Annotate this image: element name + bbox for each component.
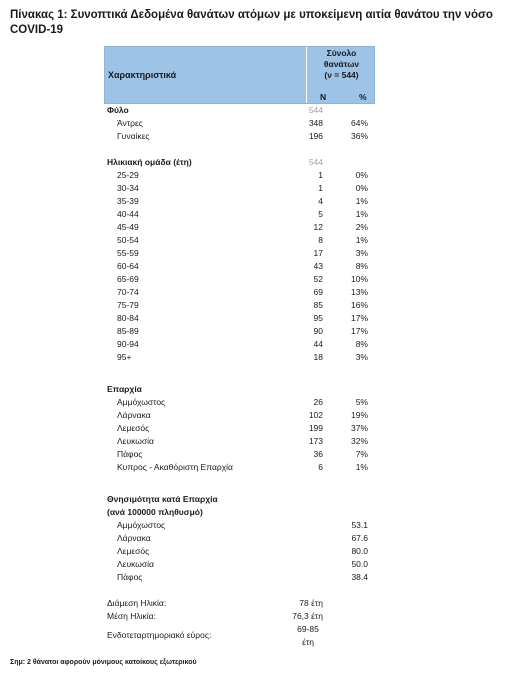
table-row-label: Αμμόχωστος xyxy=(117,397,166,407)
median-age-row-label: Διάμεση Ηλικία: xyxy=(107,598,167,608)
table-row-label: 85-89 xyxy=(117,326,139,336)
table-row-pct: 64% xyxy=(350,118,368,128)
table-row xyxy=(104,208,375,221)
table-row-pct: 37% xyxy=(350,423,368,433)
table-row-label: 90-94 xyxy=(117,339,139,349)
table-row-label: Λευκωσία xyxy=(117,436,154,446)
table-row xyxy=(104,195,375,208)
header-total-line3: (ν = 544) xyxy=(324,70,359,80)
table-row-label: Άντρες xyxy=(117,118,143,128)
table-row xyxy=(104,396,375,409)
table-row-n: 44 xyxy=(313,339,323,349)
table-row-label: 80-84 xyxy=(117,313,139,323)
table-row xyxy=(104,545,375,558)
mean-age-row-label: Μέση Ηλικία: xyxy=(107,611,156,621)
iqr-value-line2: έτη xyxy=(302,637,314,647)
table-row-label: Πάφος xyxy=(117,449,143,459)
iqr-row xyxy=(104,623,375,649)
table-row-n: 6 xyxy=(318,462,323,472)
table-row-pct: 17% xyxy=(350,326,368,336)
section-mortality xyxy=(104,493,375,519)
table-row-n: 36 xyxy=(313,449,323,459)
table-row-label: Λάρνακα xyxy=(117,410,151,420)
table-row xyxy=(104,532,375,545)
table-row xyxy=(104,435,375,448)
table-row xyxy=(104,422,375,435)
table-row-n: 1 xyxy=(318,183,323,193)
table-row xyxy=(104,234,375,247)
table-row-pct: 19% xyxy=(350,410,368,420)
table-row-pct: 36% xyxy=(350,131,368,141)
table-row-label: Λεμεσός xyxy=(117,423,150,433)
table-row xyxy=(104,117,375,130)
table-row-label: Αμμόχωστος xyxy=(117,520,166,530)
table-row-pct: 16% xyxy=(350,300,368,310)
table-row-n: 18 xyxy=(313,352,323,362)
table-row-pct: 8% xyxy=(355,339,368,349)
table-row-label: 45-49 xyxy=(117,222,139,232)
table-row-label: Πάφος xyxy=(117,572,143,582)
table-row-label: 50-54 xyxy=(117,235,139,245)
table-row xyxy=(104,130,375,143)
table-row xyxy=(104,286,375,299)
table-row xyxy=(104,351,375,364)
table-row-label: 40-44 xyxy=(117,209,139,219)
table-row-n: 26 xyxy=(313,397,323,407)
table-row-pct: 53.1 xyxy=(351,520,368,530)
table-row-pct: 38.4 xyxy=(351,572,368,582)
median-age-row xyxy=(104,597,375,610)
iqr-value xyxy=(293,623,323,649)
table-row-pct: 1% xyxy=(355,462,368,472)
table-row xyxy=(104,409,375,422)
table-row-label: Λευκωσία xyxy=(117,559,154,569)
table-header xyxy=(104,46,375,104)
section-age-group-n: 544 xyxy=(308,157,323,167)
table-row-pct: 0% xyxy=(355,183,368,193)
table-row-pct: 3% xyxy=(355,248,368,258)
iqr-value-line1: 69-85 xyxy=(297,624,319,634)
table-row-n: 348 xyxy=(308,118,323,128)
table-row-n: 5 xyxy=(318,209,323,219)
table-row-pct: 17% xyxy=(350,313,368,323)
table-row-label: Κυπρος - Ακαθόριστη Επαρχία xyxy=(117,462,233,472)
header-characteristics: Χαρακτηριστικά xyxy=(108,70,177,80)
table-row xyxy=(104,169,375,182)
table-row-label: 95+ xyxy=(117,352,132,362)
header-total-column xyxy=(306,47,376,103)
section-sex-label: Φύλο xyxy=(107,105,129,115)
section-age-group xyxy=(104,156,375,169)
mortality-label-line1: Θνησιμότητα κατά Επαρχία xyxy=(107,494,218,504)
table-row-pct: 32% xyxy=(350,436,368,446)
table-row-pct: 1% xyxy=(355,209,368,219)
table-row xyxy=(104,448,375,461)
table-row-pct: 8% xyxy=(355,261,368,271)
table-row-pct: 80.0 xyxy=(351,546,368,556)
table-row-label: 55-59 xyxy=(117,248,139,258)
table-row xyxy=(104,325,375,338)
table-title: Πίνακας 1: Συνοπτικά Δεδομένα θανάτων ατόμων με υποκείμενη αιτία θανάτου την νόσο COVID-19 xyxy=(10,9,493,36)
table-row-n: 8 xyxy=(318,235,323,245)
section-district-label: Επαρχία xyxy=(107,384,142,394)
median-age-row-n: 78 έτη xyxy=(299,598,323,608)
header-n: N xyxy=(320,92,327,102)
table-row-pct: 10% xyxy=(350,274,368,284)
table-row-n: 43 xyxy=(313,261,323,271)
table-row-n: 90 xyxy=(313,326,323,336)
table-row-pct: 50.0 xyxy=(351,559,368,569)
table-row-n: 102 xyxy=(308,410,323,420)
table-row xyxy=(104,182,375,195)
table-row-n: 17 xyxy=(313,248,323,258)
section-district xyxy=(104,383,375,396)
table-row-pct: 1% xyxy=(355,235,368,245)
table-row xyxy=(104,299,375,312)
table-row-n: 69 xyxy=(313,287,323,297)
table-row-n: 52 xyxy=(313,274,323,284)
table-row-pct: 0% xyxy=(355,170,368,180)
table-row-label: 65-69 xyxy=(117,274,139,284)
table-row-pct: 3% xyxy=(355,352,368,362)
table-row-pct: 67.6 xyxy=(351,533,368,543)
section-sex xyxy=(104,104,375,117)
table-row-label: 25-29 xyxy=(117,170,139,180)
table-row-pct: 5% xyxy=(355,397,368,407)
table-row-label: 60-64 xyxy=(117,261,139,271)
table-row-label: Λεμεσός xyxy=(117,546,150,556)
table-row xyxy=(104,558,375,571)
table-row-n: 85 xyxy=(313,300,323,310)
table-row-n: 196 xyxy=(308,131,323,141)
iqr-label: Ενδοτεταρτημοριακό εύρος: xyxy=(107,630,212,640)
table-row-label: 30-34 xyxy=(117,183,139,193)
table-row-n: 1 xyxy=(318,170,323,180)
table-row xyxy=(104,312,375,325)
section-sex-n: 544 xyxy=(308,105,323,115)
table-row xyxy=(104,461,375,474)
mean-age-row xyxy=(104,610,375,623)
table-row-pct: 7% xyxy=(355,449,368,459)
table-row-pct: 1% xyxy=(355,196,368,206)
header-total-label xyxy=(307,48,376,81)
table-row xyxy=(104,221,375,234)
table-row-pct: 13% xyxy=(350,287,368,297)
table-row-n: 95 xyxy=(313,313,323,323)
header-total-line2: θανάτων xyxy=(323,59,360,69)
deaths-summary-table xyxy=(104,46,375,649)
header-pct: % xyxy=(359,92,367,102)
table-row-label: Γυναίκες xyxy=(117,131,150,141)
mean-age-row-n: 76,3 έτη xyxy=(292,611,323,621)
table-row-label: Λάρνακα xyxy=(117,533,151,543)
footnote: Σημ: 2 θάνατοι αφορούν μόνιμους κατοίκους εξωτερικού xyxy=(10,659,197,666)
table-row-n: 199 xyxy=(308,423,323,433)
table-row xyxy=(104,571,375,584)
table-row-label: 35-39 xyxy=(117,196,139,206)
table-row xyxy=(104,519,375,532)
table-row xyxy=(104,338,375,351)
table-row-label: 70-74 xyxy=(117,287,139,297)
table-row xyxy=(104,260,375,273)
table-row-pct: 2% xyxy=(355,222,368,232)
table-row xyxy=(104,273,375,286)
table-row-label: 75-79 xyxy=(117,300,139,310)
table-row-n: 12 xyxy=(313,222,323,232)
mortality-label-line2: (ανά 100000 πληθυσμό) xyxy=(107,507,203,517)
header-total-line1: Σύνολο xyxy=(326,48,357,58)
table-row-n: 173 xyxy=(308,436,323,446)
section-age-group-label: Ηλικιακή ομάδα (έτη) xyxy=(107,157,192,167)
table-row xyxy=(104,247,375,260)
table-row-n: 4 xyxy=(318,196,323,206)
